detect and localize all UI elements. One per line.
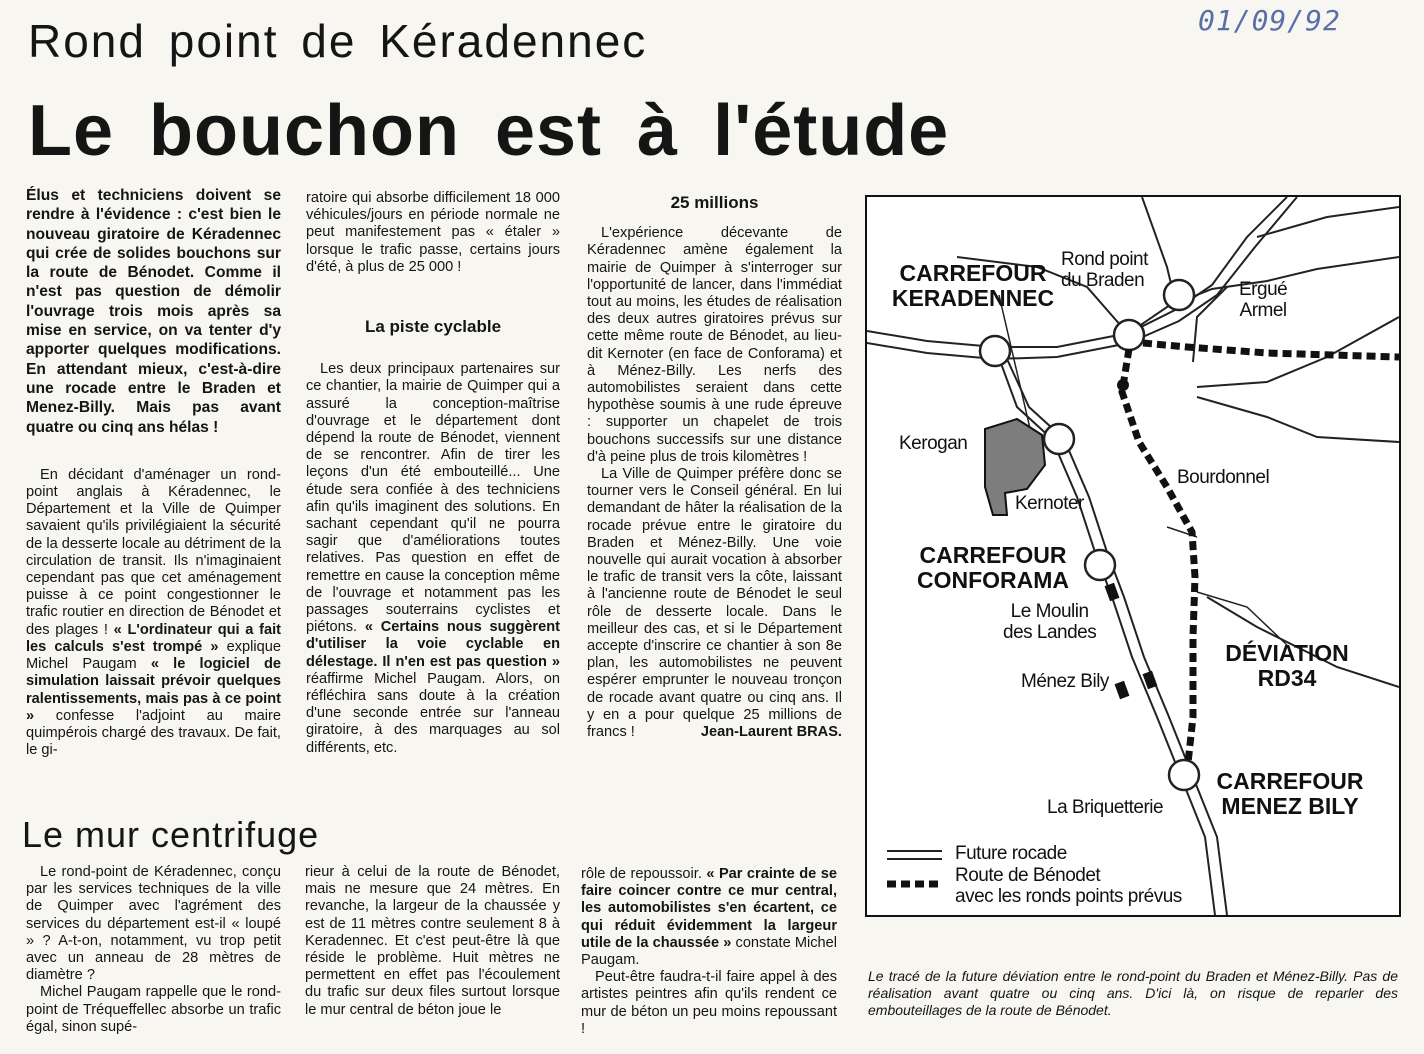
paragraph: ratoire qui absorbe difficilement 18 000 véhicules/jours en période normale ne peut manifestement pas « étaler » lorsque le trafic passe, certains jours d'été, à plus de 25 000 ! xyxy=(306,190,560,275)
paragraph: En décidant d'aménager un rond-point anglais à Kéradennec, le Département et la Ville de Quimper savaient qu'ils privilégiaient la sécurité de la desserte locale au détriment de la circulation de transit. Ils n'imaginaient cependant pas que cet aménagement puisse à ce point congestionner le trafic routier en direction de Bénodet et des plages ! « L'ordinateur qui a fait les calculs s'est trompé » explique Michel Paugam « le logiciel de simulation laissait prévoir quelques ralentissements, mais pas à ce point » confesse l'adjoint au maire quimpérois chargé des travaux. De fait, le gi- xyxy=(26,466,281,759)
paragraph: Le rond-point de Kéradennec, conçu par les services techniques de la ville de Quimper avec l'agrément des services du département est-il « loupé » ? A-t-on, notamment, vu trop petit avec un anneau de 28 mètres de diamètre ? xyxy=(26,864,281,984)
paragraph: Michel Paugam rappelle que le rond-point de Tréqueffellec absorbe un trafic égal, sinon supé- xyxy=(26,984,281,1035)
column-1-body xyxy=(26,467,281,759)
legend-future-rocade: Future rocade xyxy=(955,843,1067,864)
label-ergue-armel: Ergué Armel xyxy=(1239,279,1288,321)
section2-column-3 xyxy=(581,866,837,1038)
map-caption: Le tracé de la future déviation entre le rond-point du Braden et Ménez-Billy. Pas de réalisation avant quatre ou cinq ans. D'ici là, on risque de reparler des embouteillages de la route de Bénodet. xyxy=(868,968,1398,1018)
label-la-briquetterie: La Briquetterie xyxy=(1047,797,1164,818)
junction-mark xyxy=(1117,379,1129,391)
planned-roundabout-mark xyxy=(1115,681,1130,699)
lede-paragraph: Élus et techniciens doivent se rendre à l'évidence : c'est bien le nouveau giratoire de Kéradennec qui crée de solides bouchons sur la route de Bénodet. Comme il n'est pas question de démolir l'ouvrage trois mois après sa mise en service, on va tenter d'y apporter quelques modifications. En attendant mieux, c'est-à-dire une rocade entre le Braden et Menez-Billy. Mais pas avant quatre ou cinq ans hélas ! xyxy=(26,187,281,436)
roundabout-menez-bily xyxy=(1169,760,1199,790)
deviation-line-south xyxy=(1122,349,1195,763)
article-headline: Le bouchon est à l'étude xyxy=(28,91,950,171)
signature: Jean-Laurent BRAS. xyxy=(700,724,842,741)
paragraph: Les deux principaux partenaires sur ce chantier, la mairie de Quimper qui a assuré la conception-maîtrise d'ouvrage et le département dont dépend la route de Bénodet, viennent de se rencontrer. Afin de tirer les leçons d'un été embouteillé... Une étude sera confiée à des techniciens afin qu'ils imaginent des solutions. En sachant cependant qu'il ne pourra sagir que d'améliorations toutes relatives. Pas question en effet de remettre en cause la conception même de l'ouvrage et notamment pas les passages souterrains cyclistes et piétons. « Certains nous suggèrent d'utiliser la voie cyclable en délestage. Il n'en est pas question » réaffirme Michel Paugam. Alors, on réfléchira sans doute à la création d'une seconde entrée sur l'anneau giratoire, à des marquages au sol différents, etc. xyxy=(306,361,560,756)
label-carrefour-keradennec: CARREFOUR KERADENNEC xyxy=(891,260,1055,311)
section-title: Le mur centrifuge xyxy=(22,814,320,855)
section2-column-1 xyxy=(26,864,281,1036)
subheading-25-millions: 25 millions xyxy=(670,193,759,212)
paragraph: rôle de repoussoir. « Par crainte de se faire coincer contre ce mur central, les automobilistes s'en écartent, ce qui réduit évidemment la largeur utile de la chaussée » constate Michel Paugam. xyxy=(581,866,837,969)
roundabout-kernoter xyxy=(1044,424,1074,454)
label-kernoter: Kernoter xyxy=(1015,493,1084,514)
label-carrefour-menez-bily: CARREFOUR MENEZ BILY xyxy=(1216,768,1364,819)
label-bourdonnel: Bourdonnel xyxy=(1177,467,1270,488)
label-rond-point-braden: Rond point du Braden xyxy=(1061,249,1148,291)
paragraph: rieur à celui de la route de Bénodet, mais ne mesure que 24 mètres. En revanche, la largeur de la chaussée y est de 11 mètres contre seulement 8 à Keradennec. Et c'est peut-être là que réside le problème. Huit mètres ne permettent en effet pas l'écoulement du trafic sur deux files surtout lorsque le mur central de béton joue le xyxy=(305,864,560,1018)
column-1 xyxy=(26,186,281,759)
roundabout-conforama xyxy=(1085,550,1115,580)
paragraph: L'expérience décevante de Kéradennec amène également la mairie de Quimper à s'interroger sur l'opportunité de lancer, dans l'immédiat tout au moins, les études de réalisation des deux autres giratoires prévus sur cette même route de Bénodet, au lieu-dit Kernoter (en face de Conforama) et à Ménez-Billy. Les nerfs des automobilistes seraient dans cette hypothèse soumis à une rude épreuve : supporter un chapelet de trois bouchons successifs sur une distance d'à peine plus de trois kilomètres ! xyxy=(587,225,842,465)
handwritten-date: 01/09/92 xyxy=(1198,4,1341,37)
label-menez-bily: Ménez Bily xyxy=(1021,671,1109,692)
column-3 xyxy=(587,194,842,742)
roundabout-braden xyxy=(1114,320,1144,350)
deviation-line-east xyxy=(1143,343,1399,357)
article-kicker: Rond point de Kéradennec xyxy=(28,15,648,67)
route-map xyxy=(865,195,1401,917)
label-moulin-des-landes: Le Moulin des Landes xyxy=(1003,601,1097,643)
column-2 xyxy=(306,190,560,757)
section2-column-2 xyxy=(305,864,560,1019)
label-kerogan: Kerogan xyxy=(899,433,968,454)
planned-roundabout-mark xyxy=(1105,583,1120,601)
roundabout-keradennec xyxy=(980,336,1010,366)
label-carrefour-conforama: CARREFOUR CONFORAMA xyxy=(916,542,1070,593)
paragraph: La Ville de Quimper préfère donc se tourner vers le Conseil général. En lui demandant de hâter la réalisation de la rocade prévue entre le giratoire du Braden et Ménez-Billy. Une voie nouvelle qui aurait vocation à absorber le trafic de transit vers la côte, laissant à l'ancienne route de Bénodet le seul rôle de desserte locale. Dans le meilleur des cas, et si le Département accepte d'inscrire ce chantier à son 8e plan, les automobilistes ne peuvent espérer emprunter le nouveau tronçon de rocade avant quatre ou cinq ans. Il y en a pour quelque 25 millions de francs ! xyxy=(587,466,842,741)
subheading-piste-cyclable: La piste cyclable xyxy=(364,317,502,337)
label-deviation-rd34: DÉVIATION RD34 xyxy=(1225,640,1349,691)
paragraph: Peut-être faudra-t-il faire appel à des artistes peintres afin qu'ils rendent ce mur de béton un peu moins repoussant ! xyxy=(581,969,837,1037)
legend-route-benodet: Route de Bénodet avec les ronds points prévus xyxy=(955,865,1182,907)
roundabout-ergue xyxy=(1164,280,1194,310)
